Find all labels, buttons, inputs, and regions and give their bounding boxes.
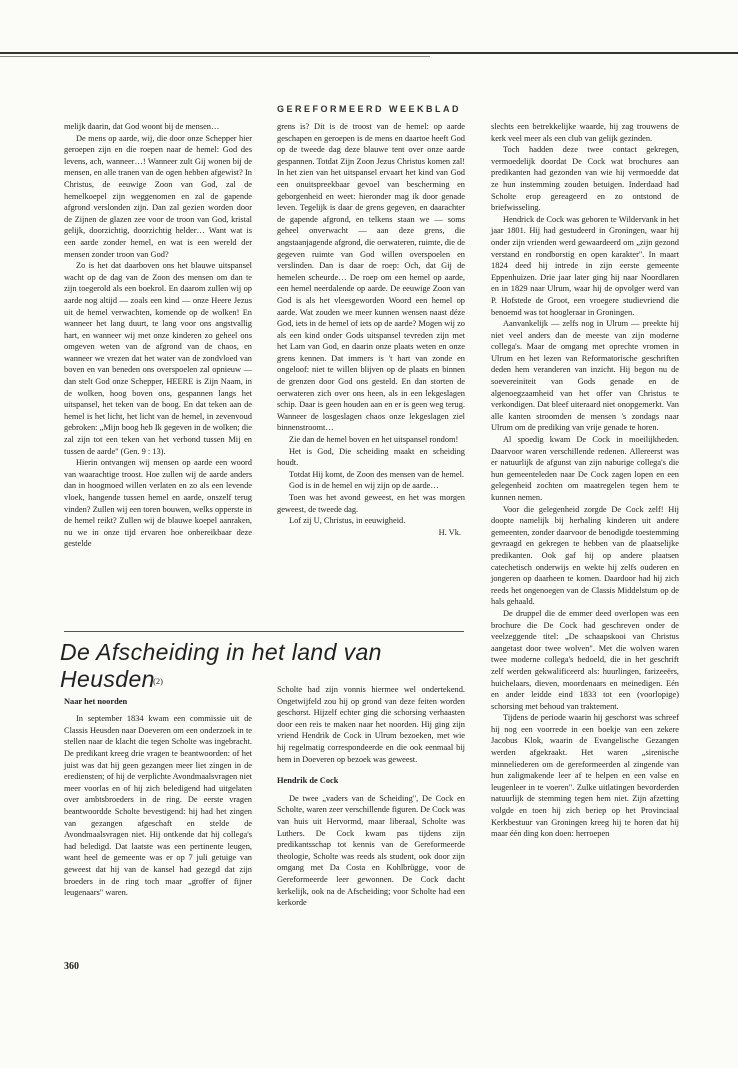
article-title: De Afscheiding in het land van Heusden xyxy=(60,639,382,692)
paragraph: Hendrick de Cock was geboren te Wildervank in het jaar 1801. Hij had gestudeerd in Groningen, waar hij onder zijn vrienden werd gewaardeerd om „zijn gezond verstand en rondborstig en open karakter". In maart 1824 deed hij intrede in zijn eerste gemeente Eppenhuizen. Drie jaar later ging hij naar Noordlaren en in 1829 naar Ulrum, waar hij de opvolger werd van P. Hofstede de Groot, een vroegere studievriend die benoemd was tot hoogleraar in Groningen. xyxy=(491,214,679,317)
paragraph: Hierin ontvangen wij mensen op aarde een woord van waarachtige troost. Hoe zullen wij de aarde anders dan in hoogmoed willen verlaten en zo als een levende vloek, hangende tussen hemel en aarde, onszelf terug vinden? Zullen wij een toren bouwen, welks opperste in de hemel reikt? Zullen wij de blauwe koepel aanraken, nu we in onze tijd ervaren hoe onbereikbaar deze gestelde xyxy=(64,458,252,549)
paragraph: melijk daarin, dat God woont bij de mensen… xyxy=(64,122,220,131)
paragraph: Lof zij U, Christus, in eeuwigheid. xyxy=(289,516,406,526)
paragraph: Al spoedig kwam De Cock in moeilijkheden. Daarvoor waren verschillende redenen. Allereerst was er natuurlijk de afgunst van zijn naburige collega's die hun gemeenteleden naar De Cock zagen lopen en een gelegenheid zochten om maatregelen tegen hem te kunnen nemen. xyxy=(491,435,679,502)
paragraph: God is in de hemel en wij zijn op de aarde… xyxy=(289,481,439,491)
paragraph: grens is? Dit is de troost van de hemel: op aarde geschapen en geroepen is de mens en daartoe heeft God op de tweede dag deze blauwe tent over onze aarde gespannen. Totdat Zijn Zoon Jezus Christus komen zal! In het zien van het uitspansel ervaart het kind van God een onuitspreekbaar gevoel van bescherming en geborgenheid en weet: hieronder mag ik door genade leven. Tegelijk is daar de grens gegeven, en daarachter de gapende afgrond, en telkens staan we — soms geheel onverwacht — aan deze grens, die angstaanjagende afgrond, die oerwateren, ruimte, die de gegeven ruimte van God willen overspoelen en verslinden. Dan is daar de roep: Och, dat Gij de hemelen scheurde… De roep om een hemel op aarde, een hemel neerdalende op aarde. De eeuwige Zoon van God is als het vleesgeworden Woord een hemel op aarde. Wat zouden we meer kunnen wensen naast déze God, iets in de hemel of iets op de aarde? Mogen wij zo als een kind onder Gods uitspansel tevreden zijn met het Lam van God, en daarin onze plaats weten en onze grens kennen. Dat immers is 't hart van zonde en ongeloof: niet te willen blijven op de plaats en binnen de grenzen door God ons gesteld. En dan storten de oerwateren zich over ons heen, als in een lekgeslagen schip. Daar is geen houden aan en er is geen weg terug. Wanneer de losgeslagen chaos onze lekgeslagen ziel binnenstroomt… xyxy=(277,122,465,433)
top-rule xyxy=(0,52,738,54)
paragraph: Toch hadden deze twee contact gekregen, vermoedelijk doordat De Cock wat brochures aan predikanten had gezonden van wie hij vermoedde dat ze hun instemming zouden betuigen. Inderdaad had Scholte erop gereageerd en zo ontstond de briefwisseling. xyxy=(491,145,679,213)
section-divider xyxy=(64,631,464,632)
paragraph: De druppel die de emmer deed overlopen was een brochure die De Cock had geschreven onder de veelzeggende titel: „De schaapskooi van Christus aangetast door twee wolven". Met die wolven waren twee moderne collega's bedoeld, die in het geschrift zelf werden gekwalificeerd als: huurlingen, farizeeërs, huichelaars, dieven, moordenaars en meinedigen. Eén en ander leidde eind 1833 tot een (voorlopige) schorsing met behoud van traktement. xyxy=(491,608,679,711)
paragraph: slechts een betrekkelijke waarde, hij zag trouwens de kerk veel meer als een club van gelijk gezinden. xyxy=(491,122,679,143)
paragraph: Totdat Hij komt, de Zoon des mensen van de hemel. xyxy=(289,469,465,479)
article-column-2 xyxy=(277,684,465,909)
paragraph: De mens op aarde, wij, die door onze Schepper hier geroepen zijn en die roepen naar de hemel: God des levens, ach, wanneer…! Wanneer zult Gij wonen bij de mensen, en alle tranen van de ogen hebben afgewist? In Christus, de eeuwige Zoon van God, zal de hemelkoepel zijn weggenomen en zal de gapende afgrond verslonden zijn. Dan zal gezien worden door de Zijnen de glazen zee voor de troon van God, kristal gelijk, doorzichtig, doorzichtig helder… Want wat is een aarde zonder hemel, en wat is een wereld der mensen zonder troon van God? xyxy=(64,133,252,259)
paragraph: Zo is het dat daarboven ons het blauwe uitspansel wacht op de dag van de Zoon des mensen om dan te zijn toegerold als een boekrol. En daarom zullen wij op aarde nog altijd — zoals een kind — onze Heere Jezus uit de hemel verwachten, komende op de wolken! En wanneer het lang duurt, te lang voor ons angstvallig hart, en wanneer wij met onze kinderen zo geheel ons omgeven weten van de afgrond van de chaos, en wanneer we vrezen dat het water van de zondvloed van boven en van beneden ons overspoelen zal opnieuw — dan stelt God onze Schepper, HEERE is Zijn Naam, in de wolken, hoog boven ons, gespannen langs het uitspansel, het teken van de boog. En dat teken aan de hemel is het licht, het licht van de hemel, in zevenvoud gebroken: „Mijn boog heb Ik gegeven in de wolken; die zal zijn tot een teken van het verbond tussen Mij en tussen de aarde" (Gen. 9 : 13). xyxy=(64,261,252,456)
column-2 xyxy=(277,121,465,538)
paragraph: Scholte had zijn vonnis hiermee wel ondertekend. Ongetwijfeld zou hij op grond van deze feiten worden geschorst. Hijzelf echter ging die schorsing verhaasten door een reis te maken naar het noorden. Hij ging zijn vriend Hendrik de Cock in Ulrum bezoeken, met wie hij regelmatig correspondeerde en die ook eenmaal bij hem in Doeveren op bezoek was geweest. xyxy=(277,685,465,764)
author-signature: H. Vk. xyxy=(438,527,461,537)
subheading-naar-het-noorden: Naar het noorden xyxy=(64,696,128,706)
article-part-number: (2) xyxy=(153,677,163,686)
paragraph: Voor die gelegenheid zorgde De Cock zelf! Hij doopte namelijk bij herhaling kinderen uit andere gemeenten, zonder daarvoor de benodigde toestemming gevraagd en gekregen te hebben van de plaatselijke predikanten. Ook gaf hij op andere plaatsen catechetisch onderwijs en wekte hij zelfs ouderen en jongeren op daarheen te komen. Daardoor had hij zich reeds het ongenoegen van de Classis Middelstum op de hals gehaald. xyxy=(491,504,679,607)
page-number: 360 xyxy=(64,961,79,972)
paragraph: Zie dan de hemel boven en het uitspansel rondom! xyxy=(289,435,459,445)
running-header: GEREFORMEERD WEEKBLAD xyxy=(276,104,461,114)
article-column-1 xyxy=(64,676,252,899)
subheading-hendrik-de-cock: Hendrik de Cock xyxy=(277,776,339,786)
paragraph: Het is God, Die scheiding maakt en scheiding houdt. xyxy=(277,446,465,468)
top-rule-thin xyxy=(0,56,430,57)
paragraph: Toen was het avond geweest, en het was morgen geweest, de tweede dag. xyxy=(277,493,465,514)
column-3 xyxy=(491,121,679,840)
paragraph: De twee „vaders van de Scheiding", De Cock en Scholte, waren zeer verschillende figuren. De Cock was van huis uit Hervormd, maar liberaal, Scholte was Luthers. De Cock kwam pas tijdens zijn predikantsschap tot kennis van de Gereformeerde theologie, Scholte was reeds als student, ook door zijn omgang met Da Costa en Kohlbrügge, voor de Gereformeerde leer gewonnen. De Cock dacht kerkelijk, ook na de Afscheiding; voor Scholte had een kerkorde xyxy=(277,793,465,908)
paragraph: In september 1834 kwam een commissie uit de Classis Heusden naar Doeveren om een onderzoek in te stellen naar de klacht die tegen Scholte was ingebracht. De predikant kreeg drie vragen te beantwoorden: of het juist was dat hij geen gezangen meer liet zingen in de erediensten; of hij de verplichte Avondmaalsvragen niet meer voorlas en of hij zich beledigend had uitgelaten over ambtsbroeders in de ring. De eerste vragen beantwoordde Scholte bevestigend: hij had het zingen van gezangen afgeschaft en stelde de Avondmaalsvragen niet. Hij ontkende dat hij collega's had beledigd. Dat laatste was een pertinente leugen, want heel de gemeente was er op 7 juli getuige van geweest dat hij van de kansel had gezegd dat zijn broeders in de ring toch maar „groffer of fijner leugenaars" waren. xyxy=(64,714,252,898)
paragraph: Tijdens de periode waarin hij geschorst was schreef hij nog een voorrede in een boekje van een zekere Jacobus Klok, waarin de Evangelische Gezangen werden afgekraakt. Het waren „sirenische minneliederen om de gereformeerden al zingende van hun zaligmakende leer af te helpen en een valse en leugenleer in te voeren". Zulke uitlatingen bevorderden natuurlijk de stemming tegen hem niet. Zijn afzetting volgde en toen hij zich beriep op het Provinciaal Kerkbestuur van Groningen kreeg hij te horen dat hij maar één ding kon doen: herroepen xyxy=(491,713,679,839)
column-1 xyxy=(64,121,252,550)
paragraph: Aanvankelijk — zelfs nog in Ulrum — preekte hij niet veel anders dan de meeste van zijn moderne collega's. Maar de omgang met oprechte vromen in Ulrum en het lezen van Reformatorische geschriften deden hem veranderen van inzicht. Hij begon nu de soevereiniteit van Gods genade en de algenoegzaamheid van het offer van Christus te verkondigen. Dat bleef uiteraard niet onopgemerkt. Van alle kanten stroomden de mensen 's zondags naar Ulrum om de prediking van vrije genade te horen. xyxy=(491,319,679,433)
